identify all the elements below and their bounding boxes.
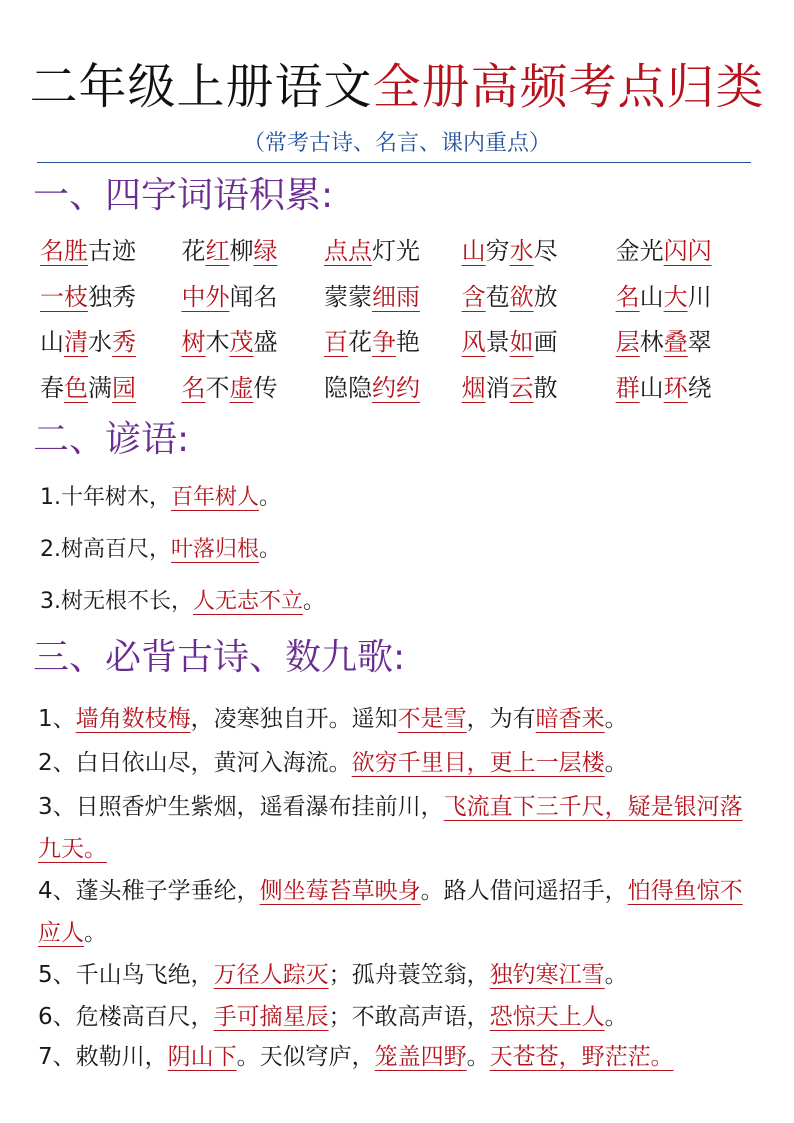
- highlighted-text: 暗香来: [535, 706, 605, 732]
- idiom-row: [40, 276, 760, 322]
- highlighted-text: 群: [615, 373, 640, 402]
- highlighted-text: 绿: [253, 237, 278, 265]
- text-segment: 放: [533, 282, 558, 311]
- saying-line: [40, 582, 325, 622]
- text-segment: 木: [205, 328, 230, 356]
- text-segment: ，为有: [466, 706, 536, 732]
- highlighted-text: 烟: [461, 373, 486, 402]
- text-segment: 。天似穹庐，: [236, 1044, 375, 1070]
- text-segment: 山: [40, 328, 64, 356]
- idiom-item: [40, 276, 182, 322]
- highlighted-text: 细雨: [371, 282, 420, 311]
- highlighted-text: 中外: [181, 282, 230, 311]
- saying-line: [40, 530, 281, 570]
- text-segment: 林: [639, 328, 664, 356]
- highlighted-text: 大: [663, 282, 688, 311]
- text-segment: 山: [639, 373, 664, 402]
- highlighted-text: 百: [323, 328, 348, 356]
- page-subtitle: （常考古诗、名言、课内重点）: [242, 131, 551, 156]
- idiom-item: [182, 321, 324, 367]
- idiom-item: [462, 230, 616, 276]
- text-segment: 。: [604, 1004, 628, 1030]
- text-segment: 2.树高百尺，: [40, 537, 171, 562]
- text-segment: 盛: [253, 328, 278, 356]
- text-segment: ；孤舟蓑笠翁，: [328, 962, 490, 988]
- poem-line: [38, 954, 758, 996]
- highlighted-text: 欲: [509, 282, 534, 311]
- text-segment: 尽: [533, 237, 558, 265]
- text-segment: 1.十年树木，: [40, 485, 171, 510]
- divider: [37, 162, 751, 163]
- highlighted-text: 云: [509, 373, 534, 402]
- highlighted-text: 红: [205, 237, 230, 265]
- idiom-item: [324, 321, 462, 367]
- highlighted-text: 手可摘星辰: [213, 1004, 329, 1030]
- text-segment: 5、千山鸟飞绝，: [38, 962, 214, 988]
- text-segment: ，凌寒独自开。遥知: [190, 706, 398, 732]
- poem-line: [38, 786, 758, 870]
- text-segment: 水: [88, 328, 112, 356]
- highlighted-text: 飞流直下三千尺，疑是银河落九天。: [38, 794, 743, 862]
- highlighted-text: 一枝: [40, 282, 88, 311]
- text-segment: 花: [181, 237, 206, 265]
- highlighted-text: 名: [615, 282, 640, 311]
- text-segment: 闻名: [229, 282, 278, 311]
- text-segment: 景: [485, 328, 510, 356]
- highlighted-text: 笼盖四野: [374, 1044, 467, 1070]
- idiom-item: [40, 367, 182, 413]
- text-segment: 。: [604, 706, 628, 732]
- highlighted-text: 万径人踪灭: [213, 962, 329, 988]
- text-segment: 川: [687, 282, 712, 311]
- highlighted-text: 如: [509, 328, 534, 356]
- highlighted-text: 环: [663, 373, 688, 402]
- idiom-item: [324, 230, 462, 276]
- highlighted-text: 层: [615, 328, 640, 356]
- highlighted-text: 虚: [229, 373, 254, 402]
- idiom-item: [182, 276, 324, 322]
- text-segment: 蒙蒙: [323, 282, 372, 311]
- text-segment: 。: [604, 750, 628, 776]
- text-segment: 灯光: [371, 237, 420, 265]
- text-segment: 艳: [395, 328, 420, 356]
- highlighted-text: 水: [509, 237, 534, 265]
- highlighted-text: 茂: [229, 328, 254, 356]
- idiom-item: [616, 367, 760, 413]
- idiom-item: [324, 276, 462, 322]
- text-segment: 画: [533, 328, 558, 356]
- highlighted-text: 点点: [323, 237, 372, 265]
- text-segment: 独秀: [88, 282, 136, 311]
- idiom-item: [462, 276, 616, 322]
- highlighted-text: 争: [371, 328, 396, 356]
- text-segment: 。: [604, 962, 628, 988]
- text-segment: 满: [88, 373, 112, 402]
- text-segment: 7、敕勒川，: [38, 1044, 168, 1070]
- text-segment: 山: [639, 282, 664, 311]
- highlighted-text: 侧坐莓苔草映身: [259, 878, 421, 904]
- text-segment: 传: [253, 373, 278, 402]
- text-segment: 穷: [485, 237, 510, 265]
- highlighted-text: 名胜: [40, 237, 88, 265]
- highlighted-text: 独钓寒江雪: [489, 962, 605, 988]
- text-segment: 1、: [38, 706, 76, 732]
- section-heading-poems: 三、必背古诗、数九歌:: [33, 637, 406, 678]
- text-segment: 花: [347, 328, 372, 356]
- saying-line: [40, 478, 281, 518]
- highlighted-text: 色: [64, 373, 88, 402]
- text-segment: 隐隐: [323, 373, 372, 402]
- idiom-item: [182, 230, 324, 276]
- poem-line: [38, 698, 758, 740]
- text-segment: 。: [466, 1044, 490, 1070]
- idiom-item: [462, 321, 616, 367]
- idiom-item: [616, 230, 760, 276]
- title-part-2: 全册高频考点归类: [372, 59, 765, 115]
- text-segment: 3、日照香炉生紫烟，遥看瀑布挂前川，: [38, 794, 444, 820]
- idiom-grid: [40, 230, 760, 412]
- highlighted-text: 山: [461, 237, 486, 265]
- highlighted-text: 墙角数枝梅: [75, 706, 191, 732]
- idiom-row: [40, 321, 760, 367]
- text-segment: 。: [84, 920, 107, 946]
- text-segment: 金光: [615, 237, 664, 265]
- highlighted-text: 清: [64, 328, 88, 356]
- text-segment: 不: [205, 373, 230, 402]
- text-segment: ；不敢高声语，: [328, 1004, 490, 1030]
- text-segment: 苞: [485, 282, 510, 311]
- highlighted-text: 恐惊天上人: [489, 1004, 605, 1030]
- highlighted-text: 阴山下: [167, 1044, 237, 1070]
- idiom-item: [40, 321, 182, 367]
- title-part-1: 二年级上册语文: [29, 59, 373, 115]
- page-title: [0, 52, 794, 122]
- highlighted-text: 人无志不立: [193, 589, 304, 614]
- text-segment: 。: [303, 589, 326, 614]
- idiom-item: [462, 367, 616, 413]
- highlighted-text: 闪闪: [663, 237, 712, 265]
- highlighted-text: 叶落归根: [171, 537, 260, 562]
- text-segment: 6、危楼高百尺，: [38, 1004, 214, 1030]
- text-segment: 翠: [687, 328, 712, 356]
- highlighted-text: 欲穷千里目，更上一层楼: [351, 750, 605, 776]
- highlighted-text: 秀: [112, 328, 136, 356]
- highlighted-text: 树: [181, 328, 206, 356]
- text-segment: 散: [533, 373, 558, 402]
- highlighted-text: 天苍苍，野茫茫。: [489, 1044, 674, 1070]
- highlighted-text: 约约: [371, 373, 420, 402]
- idiom-item: [616, 276, 760, 322]
- text-segment: 4、蓬头稚子学垂纶，: [38, 878, 260, 904]
- text-segment: 古迹: [88, 237, 136, 265]
- text-segment: 春: [40, 373, 64, 402]
- highlighted-text: 风: [461, 328, 486, 356]
- text-segment: 。: [259, 537, 282, 562]
- idiom-item: [182, 367, 324, 413]
- text-segment: 2、白日依山尽，黄河入海流。: [38, 750, 352, 776]
- highlighted-text: 园: [112, 373, 136, 402]
- text-segment: 。: [259, 485, 282, 510]
- text-segment: 绕: [687, 373, 712, 402]
- highlighted-text: 名: [181, 373, 206, 402]
- poem-line: [38, 1036, 758, 1078]
- idiom-row: [40, 230, 760, 276]
- section-heading-sayings: 二、谚语:: [33, 419, 190, 460]
- text-segment: 3.树无根不长，: [40, 589, 193, 614]
- highlighted-text: 不是雪: [397, 706, 467, 732]
- poem-line: [38, 870, 758, 954]
- highlighted-text: 含: [461, 282, 486, 311]
- highlighted-text: 百年树人: [171, 485, 260, 510]
- poem-line: [38, 742, 758, 784]
- highlighted-text: 叠: [663, 328, 688, 356]
- idiom-item: [616, 321, 760, 367]
- idiom-item: [324, 367, 462, 413]
- poem-line: [38, 996, 758, 1038]
- idiom-row: [40, 367, 760, 413]
- text-segment: 柳: [229, 237, 254, 265]
- section-heading-idioms: 一、四字词语积累:: [33, 175, 334, 216]
- idiom-item: [40, 230, 182, 276]
- text-segment: 消: [485, 373, 510, 402]
- text-segment: 。路人借问遥招手，: [420, 878, 628, 904]
- highlighted-text: 怕得鱼惊不应人: [38, 878, 743, 946]
